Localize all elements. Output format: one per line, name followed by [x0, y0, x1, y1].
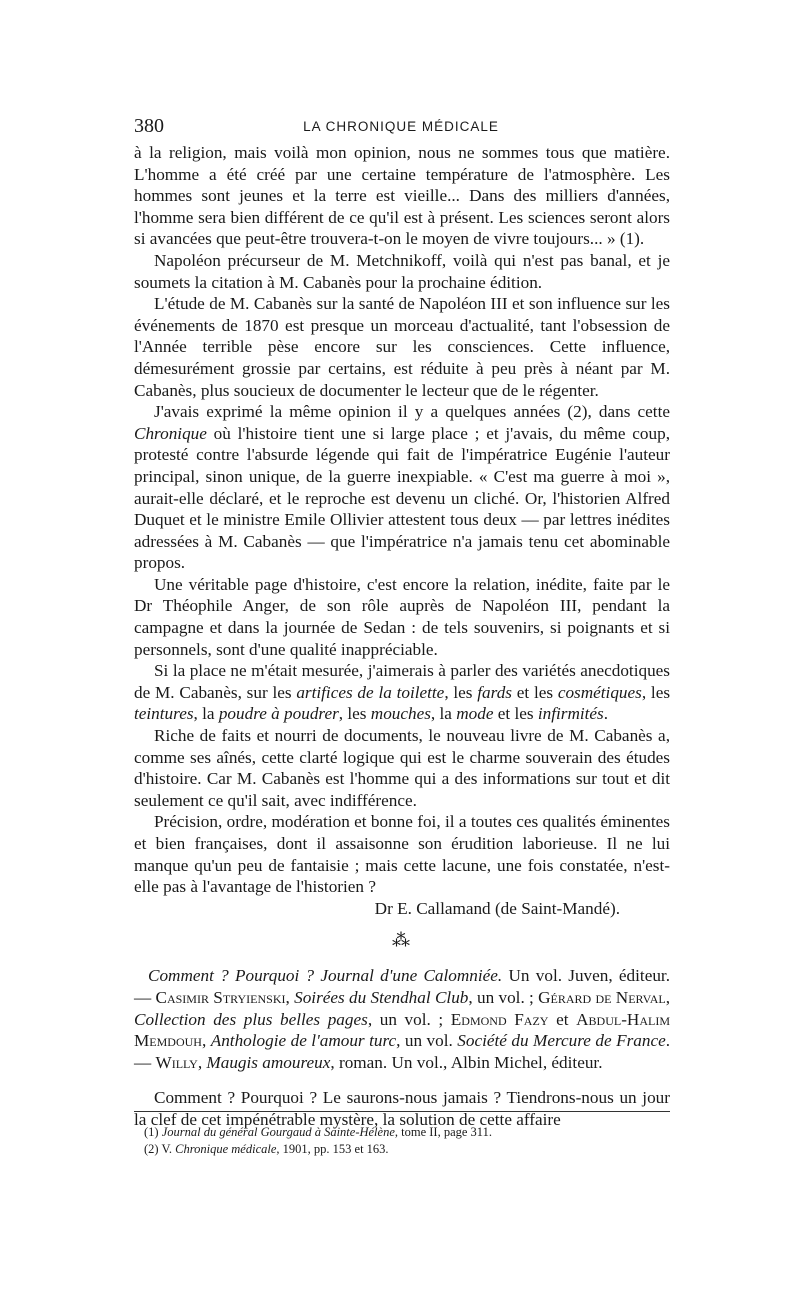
biblio-author: Willy [155, 1052, 198, 1072]
biblio-text: , [201, 1031, 211, 1051]
paragraph-6 [134, 660, 670, 725]
footnote-2 [134, 1141, 670, 1158]
footnote-text: , 1901, pp. 153 et 163. [276, 1142, 389, 1156]
p6-italic: artifices de la toilette [296, 682, 445, 702]
p6-text: . [603, 704, 609, 724]
p6-italic: infirmités [537, 704, 604, 724]
p6-text: , les [641, 682, 671, 702]
footnote-italic: Chronique médicale [175, 1142, 277, 1156]
bibliography-paragraph [134, 965, 670, 1073]
biblio-text: et [548, 1009, 577, 1029]
biblio-text: , roman. Un vol., Albin Michel, éditeur. [330, 1052, 603, 1072]
biblio-author: Casimir Stryienski [155, 987, 286, 1007]
paragraph-5: Une véritable page d'histoire, c'est encore la relation, inédite, faite par le Dr Théophile Anger, de son rôle auprès de Napoléon III, pendant la campagne et dans la journée de Sedan : de tels souvenirs, si poignants et si personnels, sont d'une qualité inappréciable. [134, 574, 670, 659]
paragraph-4 [134, 401, 670, 574]
biblio-italic: Soirées du Stendhal Club [294, 987, 469, 1007]
footnote-number: (1) [144, 1125, 162, 1139]
paragraph-7: Riche de faits et nourri de documents, le nouveau livre de M. Cabanès a, comme ses aînés, cette clarté logique qui est le charme souverain des études d'histoire. Car M. Cabanès est l'homme qui a des informations sur tout et dit seulement ce qu'il sait, avec indifférence. [134, 726, 670, 810]
biblio-italic: Comment ? Pourquoi ? Journal d'une Calomniée. [148, 966, 503, 986]
biblio-italic: Anthologie de l'amour turc [210, 1031, 397, 1051]
p6-text: , la [430, 704, 457, 724]
page-header [134, 114, 668, 138]
p6-italic: cosmétiques [557, 682, 642, 702]
paragraph-2: Napoléon précurseur de M. Metchnikoff, voilà qui n'est pas banal, et je soumets la citation à M. Cabanès pour la prochaine édition. [134, 250, 670, 292]
biblio-italic: Société du Mercure de France [457, 1031, 666, 1051]
footnote-number: (2) V. [144, 1142, 176, 1156]
footnote-text: , tome II, page 311. [394, 1125, 492, 1139]
article-body [134, 142, 670, 1131]
page-number: 380 [134, 115, 164, 137]
p6-italic: teintures [134, 704, 194, 724]
biblio-text: Un vol. Juven, éditeur. — [134, 966, 670, 1007]
p6-text: , les [444, 682, 478, 702]
footnote-1 [134, 1124, 670, 1141]
p6-italic: poudre à poudrer [218, 704, 339, 724]
biblio-author: Gérard de Nerval [538, 987, 666, 1007]
biblio-text: , [197, 1052, 207, 1072]
footnotes [134, 1124, 670, 1158]
biblio-author: Edmond Fazy [450, 1009, 549, 1029]
paragraph-9: Comment ? Pourquoi ? Le saurons-nous jamais ? Tiendrons-nous un jour la clef de cet impénétrable mystère, la solution de cette affaire [134, 1088, 670, 1129]
section-separator: ⁂ [392, 930, 412, 951]
biblio-author: Abdul-Halim Memdouh [134, 1009, 670, 1051]
p6-italic: mode [456, 704, 494, 724]
p4-text-b: où l'histoire tient une si large place ; et j'avais, du même coup, protesté contre l'absurde légende qui fait de l'impératrice Eugénie l'auteur principal, sinon unique, de la guerre inexpiable. « C'est ma guerre à moi », aurait-elle déclaré, et le reproche est devenu un cliché. Or, l'historien Alfred Duquet et le ministre Emile Ollivier attestent tous deux — par lettres inédites adressées à M. Cabanès — que l'impératrice n'a jamais tenu cet abominable propos. [134, 423, 670, 573]
p6-text: Si la place ne m'était mesurée, j'aimerais à parler des variétés anecdotiques de M. Cabanès, sur les [134, 661, 670, 702]
footnote-rule [134, 1111, 670, 1112]
biblio-italic: Maugis amoureux [206, 1052, 331, 1072]
p4-italic: Chronique [134, 423, 207, 443]
biblio-text: , [285, 987, 295, 1007]
footnote-italic: Journal du général Gourgaud à Sainte-Hélène [161, 1125, 395, 1139]
p6-text: et les [493, 704, 538, 724]
paragraph-8: Précision, ordre, modération et bonne foi, il a toutes ces qualités éminentes et bien françaises, dont il assaisonne son érudition laborieuse. Il ne lui manque qu'un peu de fantaisie ; mais cette lacune, une fois constatée, n'est-elle pas à l'avantage de l'historien ? [134, 812, 670, 897]
paragraph-3: L'étude de M. Cabanès sur la santé de Napoléon III et son influence sur les événements de 1870 est presque un morceau d'actualité, tant l'obsession de l'Année terrible pèse encore sur les consciences. Cette influence, démesurément grossie par certains, est réduite à peu près à néant par M. Cabanès, plus soucieux de documenter le lecteur que de le régenter. [134, 294, 670, 400]
p6-italic: mouches [370, 704, 431, 724]
biblio-text: , [665, 987, 671, 1007]
p6-text: , la [193, 704, 219, 724]
biblio-text: . — [134, 1031, 670, 1072]
running-title: LA CHRONIQUE MÉDICALE [303, 119, 499, 134]
p6-text: , les [338, 704, 371, 724]
biblio-text: , un vol. [396, 1031, 458, 1051]
biblio-italic: Collection des plus belles pages [134, 1009, 368, 1029]
paragraph-1: à la religion, mais voilà mon opinion, nous ne sommes tous que matière. L'homme a été créé par une certaine température de l'atmosphère. Les hommes sont jeunes et la terre est vieille... Dans des milliers d'années, l'homme sera bien différent de ce qu'il est à présent. Les sciences seront alors si avancées que peut-être trouvera-t-on le moyen de vivre toujours... » (1). [134, 143, 670, 249]
biblio-text: , un vol. ; [367, 1009, 451, 1029]
biblio-text: , un vol. ; [468, 987, 539, 1007]
p4-text-a: J'avais exprimé la même opinion il y a quelques années (2), dans cette [154, 402, 670, 422]
signature: Dr E. Callamand (de Saint-Mandé). [374, 898, 620, 918]
p6-text: et les [511, 682, 558, 702]
p6-italic: fards [477, 682, 512, 702]
